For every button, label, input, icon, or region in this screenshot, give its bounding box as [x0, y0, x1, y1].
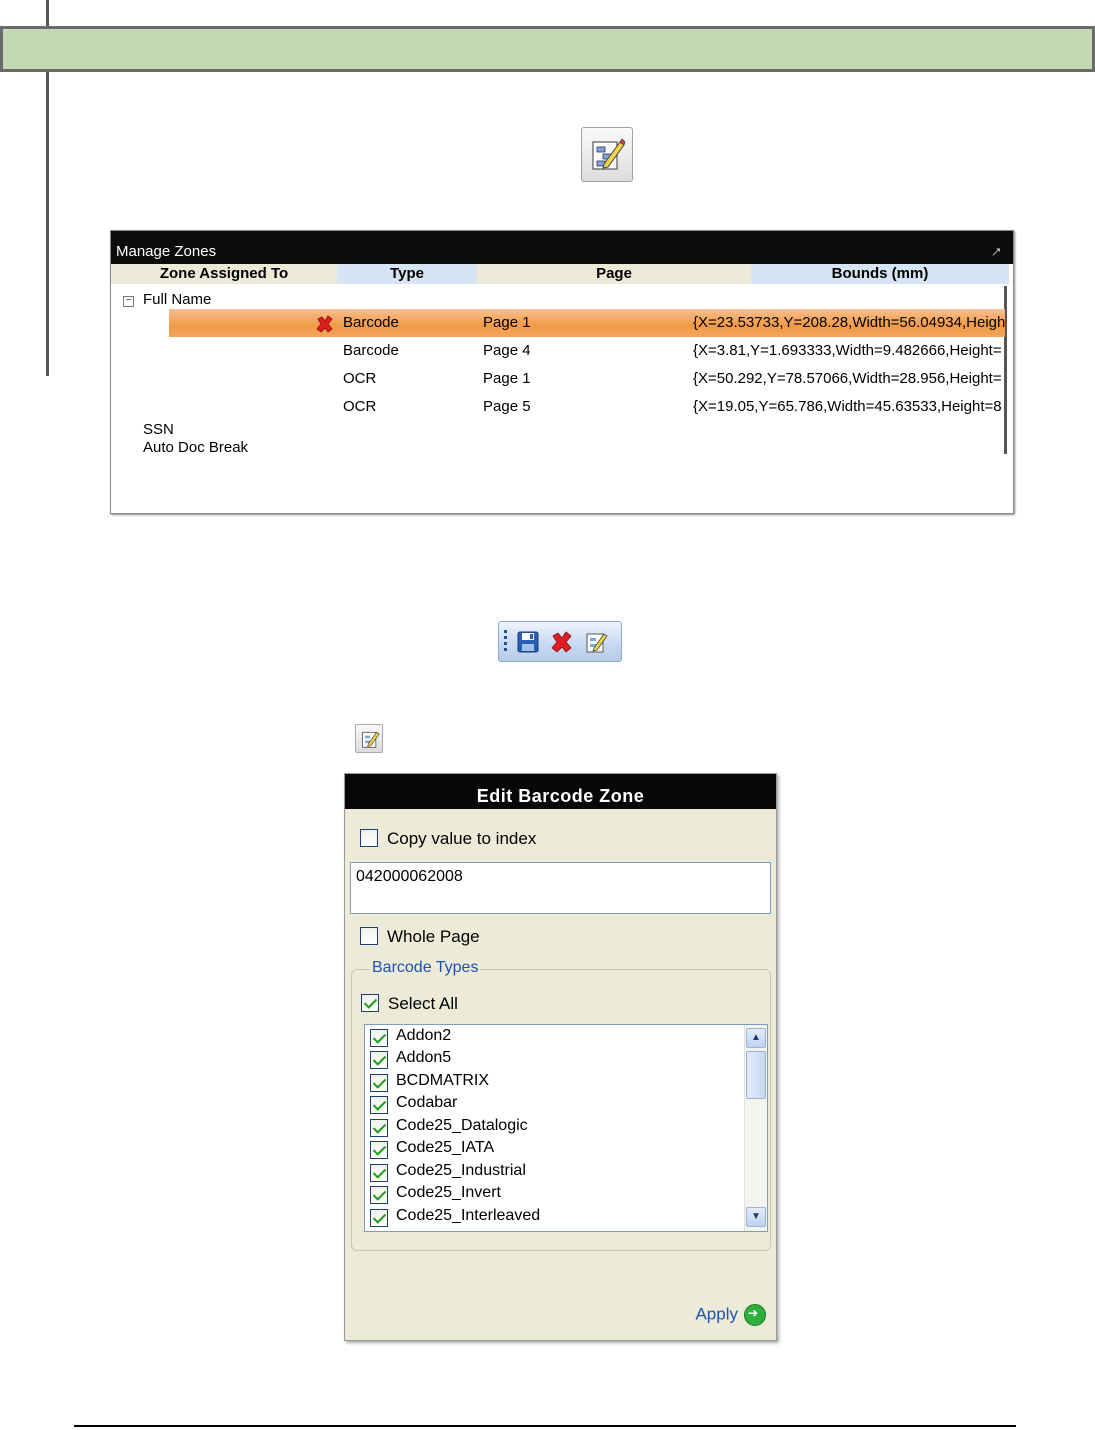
- item-checkbox[interactable]: [370, 1209, 388, 1227]
- barcode-types-legend: Barcode Types: [372, 959, 479, 976]
- zone-bounds: {X=50.292,Y=78.57066,Width=28.956,Height=: [693, 370, 1002, 387]
- save-icon[interactable]: [516, 630, 540, 654]
- list-item-label: Code25_Industrial: [396, 1162, 526, 1179]
- copy-value-label: Copy value to index: [387, 829, 537, 848]
- edit-icon: [360, 729, 380, 749]
- item-checkbox[interactable]: [370, 1051, 388, 1069]
- manage-zones-panel: [110, 230, 1014, 514]
- manage-zones-title-bar: [111, 231, 1013, 264]
- select-all-label: Select All: [388, 994, 458, 1013]
- scroll-up-icon[interactable]: ▲: [746, 1028, 766, 1048]
- barcode-value-field[interactable]: 042000062008: [350, 862, 771, 914]
- zone-type: OCR: [343, 398, 377, 415]
- zone-page: Page 4: [483, 342, 531, 359]
- list-item-label: Addon2: [396, 1027, 452, 1044]
- tree-item-auto-doc-break[interactable]: Auto Doc Break: [143, 439, 249, 456]
- whole-page-label: Whole Page: [387, 927, 480, 946]
- list-item-label: Code25_Datalogic: [396, 1117, 528, 1134]
- item-checkbox[interactable]: [370, 1074, 388, 1092]
- list-item-label: Code25_IATA: [396, 1139, 495, 1156]
- item-checkbox[interactable]: [370, 1096, 388, 1114]
- zone-page: Page 5: [483, 398, 531, 415]
- apply-arrow-icon: [744, 1304, 766, 1326]
- item-checkbox[interactable]: [370, 1119, 388, 1137]
- select-all-checkbox[interactable]: [361, 994, 379, 1012]
- zones-tree: [111, 286, 1013, 511]
- collapse-icon[interactable]: −: [123, 296, 134, 307]
- list-scrollbar[interactable]: [744, 1025, 767, 1231]
- list-item-label: Code25_Invert: [396, 1184, 501, 1201]
- item-checkbox[interactable]: [370, 1141, 388, 1159]
- manage-zones-title: Manage Zones: [116, 243, 217, 260]
- item-checkbox[interactable]: [370, 1029, 388, 1047]
- zone-bounds: {X=3.81,Y=1.693333,Width=9.482666,Height=: [693, 342, 1002, 359]
- item-checkbox[interactable]: [370, 1164, 388, 1182]
- zone-type: OCR: [343, 370, 377, 387]
- edit-zone-icon: [590, 136, 626, 172]
- edit-icon[interactable]: [584, 630, 608, 654]
- zone-type: Barcode: [343, 314, 399, 331]
- toolbar-grip[interactable]: [504, 630, 507, 654]
- zone-row[interactable]: [169, 365, 1005, 393]
- column-header-page[interactable]: Page: [477, 264, 751, 284]
- whole-page-checkbox[interactable]: [360, 927, 378, 945]
- tree-group-full-name[interactable]: Full Name: [143, 291, 212, 308]
- pin-icon[interactable]: ⭧: [991, 244, 1001, 260]
- edit-barcode-zone-title: Edit Barcode Zone: [345, 774, 776, 809]
- column-header-bounds[interactable]: Bounds (mm): [751, 264, 1009, 284]
- column-headers: [111, 264, 1013, 286]
- list-item-label: Code25_Interleaved: [396, 1207, 541, 1224]
- item-checkbox[interactable]: [370, 1186, 388, 1204]
- zone-row[interactable]: [169, 393, 1005, 421]
- edit-zone-button[interactable]: [581, 127, 633, 182]
- list-item-label: Addon5: [396, 1049, 452, 1066]
- list-item-label: BCDMATRIX: [396, 1072, 490, 1089]
- zone-page: Page 1: [483, 370, 531, 387]
- zone-bounds: {X=23.53733,Y=208.28,Width=56.04934,Heigh: [693, 314, 1005, 331]
- edit-barcode-zone-panel: [344, 773, 777, 1341]
- column-header-zone[interactable]: Zone Assigned To: [111, 264, 337, 284]
- apply-button[interactable]: [695, 1304, 766, 1326]
- footer-rule: [74, 1425, 1016, 1427]
- scroll-thumb[interactable]: [746, 1051, 766, 1099]
- column-header-type[interactable]: Type: [337, 264, 477, 284]
- section-header-bar: [0, 26, 1095, 72]
- zone-row[interactable]: [169, 337, 1005, 365]
- zone-bounds: {X=19.05,Y=65.786,Width=45.63533,Height=8: [693, 398, 1002, 415]
- tree-item-ssn[interactable]: SSN: [143, 421, 174, 438]
- copy-value-checkbox[interactable]: [360, 829, 378, 847]
- scroll-down-icon[interactable]: ▼: [746, 1207, 766, 1227]
- edit-zone-small-button[interactable]: [355, 724, 383, 753]
- barcode-types-group: [351, 959, 771, 1251]
- zone-toolbar: [498, 621, 622, 662]
- zone-page: Page 1: [483, 314, 531, 331]
- delete-icon[interactable]: [550, 630, 574, 654]
- zone-type: Barcode: [343, 342, 399, 359]
- delete-zone-icon[interactable]: [315, 314, 335, 334]
- zone-row[interactable]: [169, 309, 1005, 337]
- apply-label: Apply: [695, 1304, 738, 1324]
- list-item-label: Codabar: [396, 1094, 458, 1111]
- barcode-types-list: [364, 1024, 768, 1232]
